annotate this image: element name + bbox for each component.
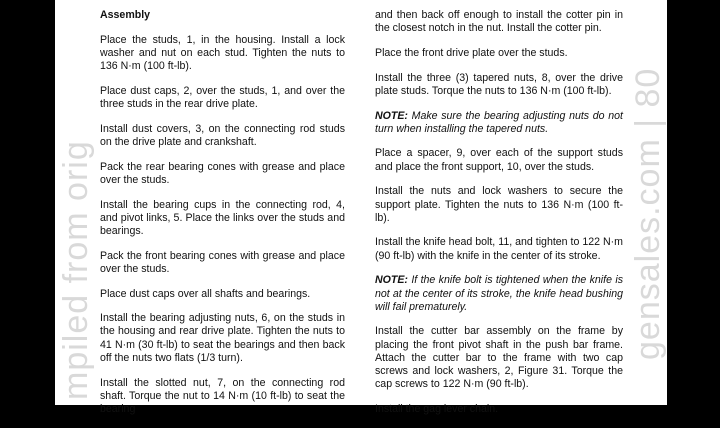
paragraph: Install the bearing adjusting nuts, 6, on the studs in the housing and rear drive plate. Tighten the nuts to 41 N·m (30 ft-lb) to seat the bearings and then back off the nuts two flats (1/3 turn). [100, 312, 345, 364]
paragraph: Place a spacer, 9, over each of the support studs and place the front support, 10, over the studs. [375, 147, 623, 173]
note [375, 274, 623, 314]
paragraph: Place the studs, 1, in the housing. Install a lock washer and nut on each stud. Tighten the nuts to 136 N·m (100 ft-lb). [100, 33, 345, 73]
paragraph: Place dust caps, 2, over the studs, 1, and over the three studs in the rear drive plate. [100, 84, 345, 111]
paragraph: Install the gag lever chain. [375, 402, 499, 415]
paragraph: Install the slotted nut, 7, on the connecting rod shaft. Torque the nut to 14 N·m (10 ft-lb) to seat the bearing [100, 376, 345, 415]
left-column [100, 9, 345, 428]
paragraph: Install the cutter bar assembly on the frame by placing the front pivot shaft in the push bar frame. Attach the cutter bar to the frame with two cap screws and lock washers, 2, Figure 31. Torque the cap screws to 122 N·m (90 ft-lb). [375, 325, 623, 391]
watermark-right: gensales.com | 80 [629, 67, 667, 360]
paragraph: Install the knife head bolt, 11, and tighten to 122 N·m (90 ft-lb) with the knife in the center of its stroke. [375, 236, 623, 262]
note-text: Make sure the bearing adjusting nuts do not turn when installing the tapered nuts. [375, 109, 623, 135]
paragraph: Place the front drive plate over the studs. [375, 46, 568, 59]
note [375, 110, 623, 136]
note-text: If the knife bolt is tightened when the knife is not at the center of its stroke, the knife head bushing will fail prematurely. [375, 274, 623, 313]
paragraph: Install the nuts and lock washers to secure the support plate. Tighten the nuts to 136 N·m (100 ft-lb). [375, 185, 623, 224]
note-label: NOTE: [375, 274, 408, 287]
paragraph: Install dust covers, 3, on the connecting rod studs on the drive plate and crankshaft. [100, 122, 345, 148]
paragraph: Pack the front bearing cones with grease and place over the studs. [100, 249, 345, 275]
section-heading: Assembly [100, 9, 151, 21]
watermark-left: mpiled from orig [57, 140, 95, 400]
note-label: NOTE: [375, 109, 408, 122]
paragraph: Pack the rear bearing cones with grease and place over the studs. [100, 160, 345, 186]
right-column [375, 9, 623, 428]
paragraph: and then back off enough to install the cotter pin in the closest notch in the nut. Install the cotter pin. [375, 9, 623, 35]
document-page [55, 0, 667, 415]
paragraph: Install the bearing cups in the connecting rod, 4, and pivot links, 5. Place the links over the studs and bearings. [100, 198, 345, 237]
paragraph: Install the three (3) tapered nuts, 8, over the drive plate studs. Torque the nuts to 136 N·m (100 ft-lb). [375, 71, 623, 97]
paragraph: Place dust caps over all shafts and bearings. [100, 287, 311, 300]
